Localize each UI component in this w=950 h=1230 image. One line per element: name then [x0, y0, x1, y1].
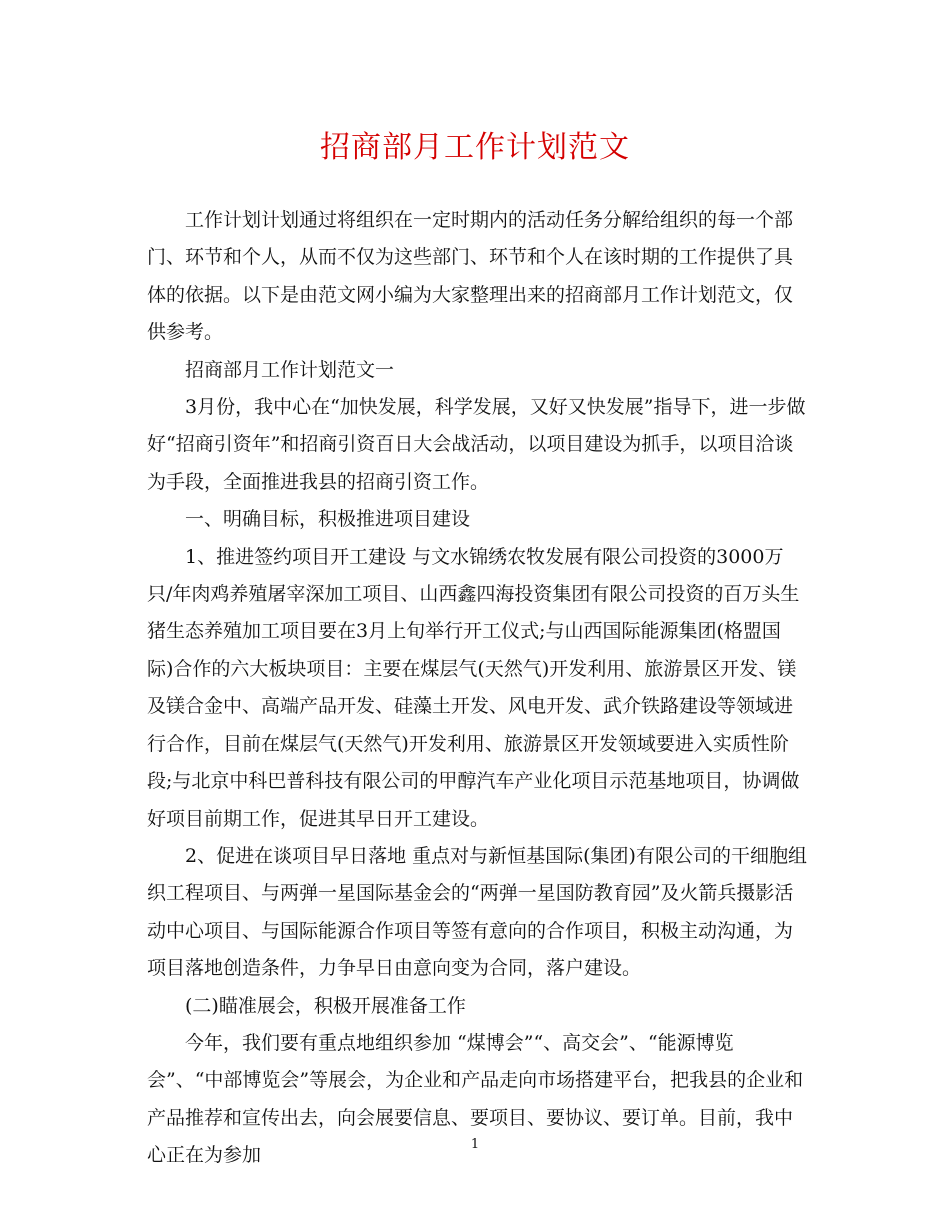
document-title: 招商部月工作计划范文 — [320, 130, 630, 165]
exhibition-heading: (二)瞄准展会，积极开展准备工作 — [185, 994, 466, 1017]
exhibition-paragraph: 今年，我们要有重点地组织参加 “煤博会”“、高交会”、“能源博览会”、“中部博览会”等展会，为企业和产品走向市场搭建平台，把我县的企业和产品推荐和宣传出去，向会展要信息、要项目、要协议、要订单。目前，我中心正在为参加 — [147, 1031, 804, 1167]
march-overview-paragraph: 3月份，我中心在“加快发展，科学发展，又好又快发展”指导下，进一步做好“招商引资年”和招商引资百日大会战活动，以项目建设为抓手，以项目洽谈为手段，全面推进我县的招商引资工作。 — [147, 396, 806, 493]
signed-projects-paragraph: 1、推进签约项目开工建设 与文水锦绣农牧发展有限公司投资的3000万只/年肉鸡养殖屠宰深加工项目、山西鑫四海投资集团有限公司投资的百万头生猪生态养殖加工项目要在3月上旬举行开工仪式;与山西国际能源集团(格盟国际)合作的六大板块项目：主要在煤层气(天然气)开发利用、旅游景区开发、镁及镁合金中、高端产品开发、硅藻土开发、风电开发、武介铁路建设等领域进行合作，目前在煤层气(天然气)开发利用、旅游景区开发领域要进入实质性阶段;与北京中科巴普科技有限公司的甲醇汽车产业化项目示范基地项目，协调做好项目前期工作，促进其早日开工建设。 — [147, 545, 800, 830]
intro-paragraph: 工作计划计划通过将组织在一定时期内的活动任务分解给组织的每一个部门、环节和个人，从而不仅为这些部门、环节和个人在该时期的工作提供了具体的依据。以下是由范文网小编为大家整理出来的招商部月工作计划范文，仅供参考。 — [147, 209, 794, 344]
negotiating-projects-paragraph: 2、促进在谈项目早日落地 重点对与新恒基国际(集团)有限公司的干细胞组织工程项目、与两弹一星国际基金会的“两弹一星国防教育园”及火箭兵摄影活动中心项目、与国际能源合作项目等签有意向的合作项目，积极主动沟通，为项目落地创造条件，力争早日由意向变为合同，落户建设。 — [147, 844, 807, 980]
document-body — [147, 202, 807, 1175]
goal-heading: 一、明确目标，积极推进项目建设 — [185, 508, 471, 531]
section-heading: 招商部月工作计划范文一 — [185, 358, 395, 381]
page-number: 1 — [470, 1137, 480, 1152]
